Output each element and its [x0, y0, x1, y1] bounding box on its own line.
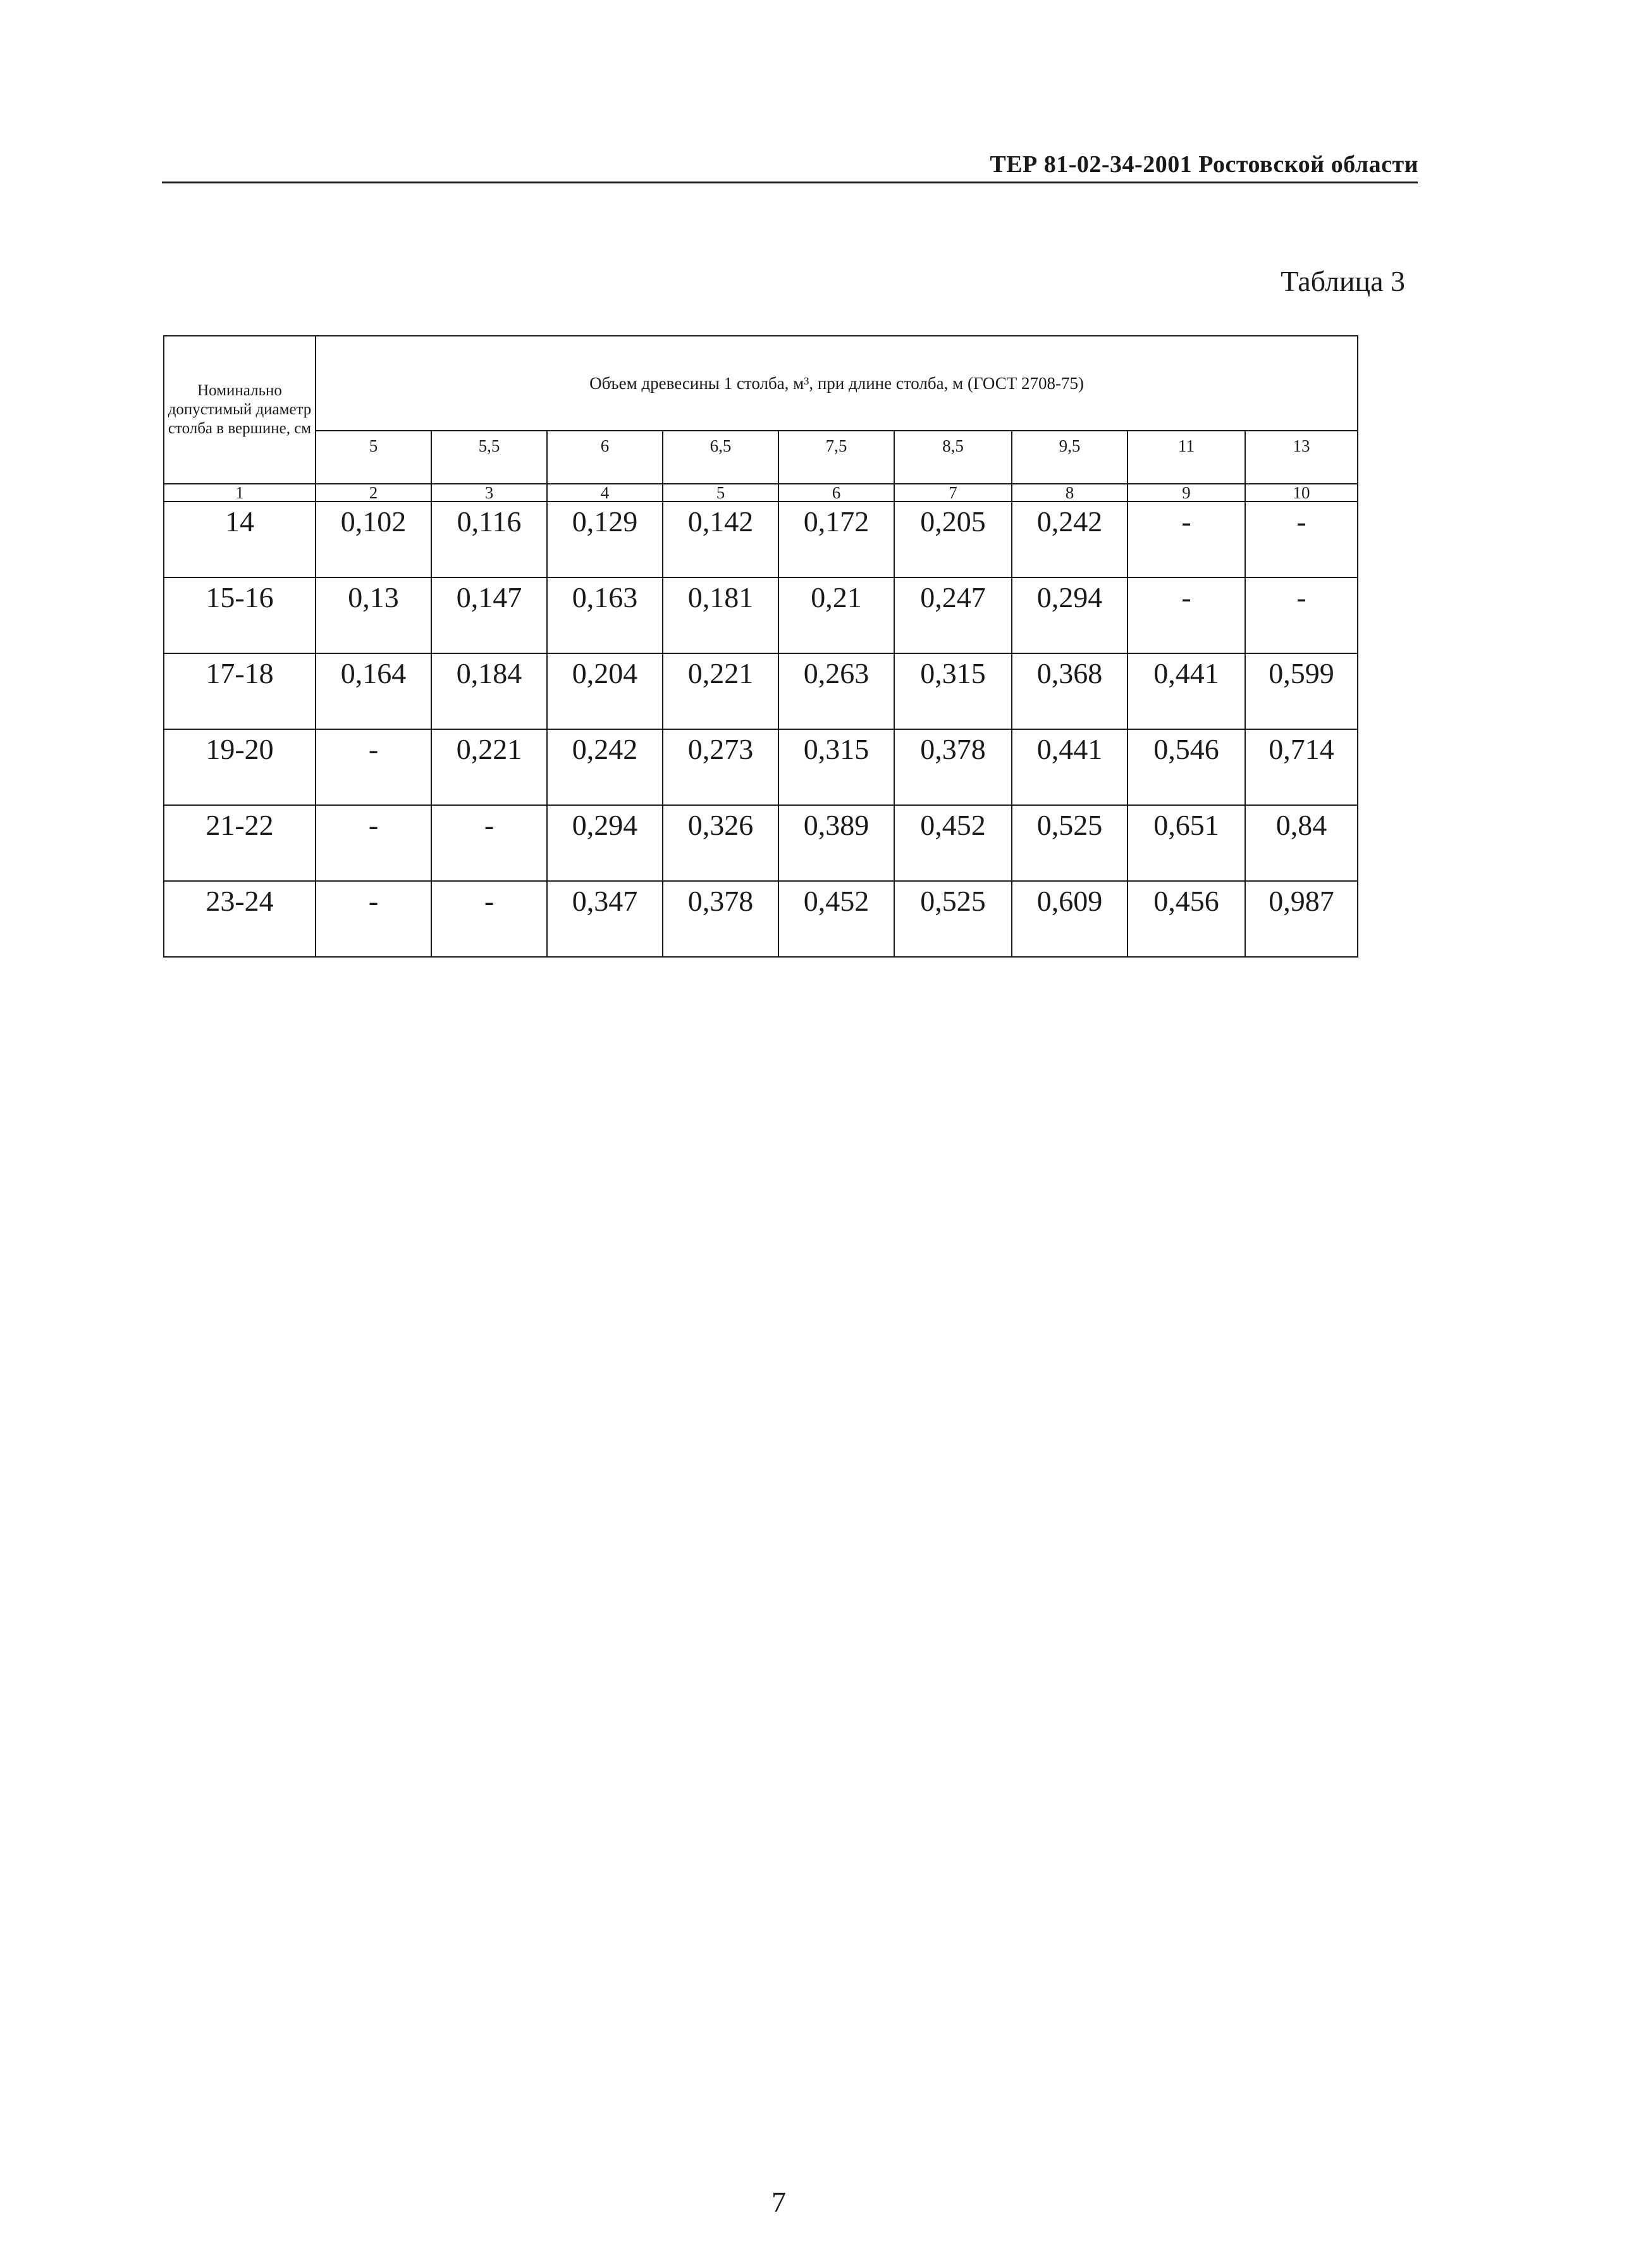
diameter-cell: 21-22: [164, 805, 316, 881]
volume-cell: 0,525: [894, 881, 1012, 957]
volume-cell: 0,102: [316, 502, 431, 577]
column-number-cell: 4: [547, 484, 663, 502]
table-body: [164, 502, 1358, 957]
volume-cell: 0,441: [1012, 729, 1128, 805]
column-number-cell: 8: [1012, 484, 1128, 502]
volume-cell: 0,221: [663, 653, 778, 729]
volume-cell: 0,389: [778, 805, 894, 881]
column-number-cell: 2: [316, 484, 431, 502]
volume-cell: 0,247: [894, 577, 1012, 653]
volume-cell: 0,242: [1012, 502, 1128, 577]
volume-cell: 0,452: [778, 881, 894, 957]
length-header-cell: 8,5: [894, 431, 1012, 484]
document-header-title: ТЕР 81-02-34-2001 Ростовской области: [990, 151, 1418, 178]
volume-cell: 0,651: [1128, 805, 1245, 881]
volume-cell: 0,163: [547, 577, 663, 653]
volume-cell: 0,456: [1128, 881, 1245, 957]
volume-cell: 0,326: [663, 805, 778, 881]
volume-cell: 0,184: [431, 653, 547, 729]
volume-cell: 0,599: [1245, 653, 1358, 729]
table-row: [164, 729, 1358, 805]
volume-cell: 0,205: [894, 502, 1012, 577]
length-header-row: [164, 431, 1358, 484]
volume-cell: 0,263: [778, 653, 894, 729]
volume-cell: 0,294: [547, 805, 663, 881]
table-caption: Таблица 3: [1281, 265, 1405, 297]
volume-cell: 0,546: [1128, 729, 1245, 805]
volume-cell: -: [1245, 502, 1358, 577]
length-header-cell: 6: [547, 431, 663, 484]
volume-cell: 0,315: [894, 653, 1012, 729]
volume-cell: 0,172: [778, 502, 894, 577]
diameter-cell: 14: [164, 502, 316, 577]
volume-cell: 0,294: [1012, 577, 1128, 653]
table-row: [164, 577, 1358, 653]
volume-cell: 0,378: [663, 881, 778, 957]
column-number-cell: 5: [663, 484, 778, 502]
volume-cell: 0,84: [1245, 805, 1358, 881]
diameter-cell: 17-18: [164, 653, 316, 729]
diameter-cell: 15-16: [164, 577, 316, 653]
volume-cell: 0,441: [1128, 653, 1245, 729]
volume-cell: 0,21: [778, 577, 894, 653]
length-header-cell: 5: [316, 431, 431, 484]
volume-cell: 0,609: [1012, 881, 1128, 957]
volume-cell: 0,129: [547, 502, 663, 577]
volume-cell: 0,181: [663, 577, 778, 653]
volume-cell: -: [1128, 502, 1245, 577]
column-number-cell: 10: [1245, 484, 1358, 502]
volume-cell: -: [431, 881, 547, 957]
volume-cell: -: [316, 881, 431, 957]
table-row: [164, 502, 1358, 577]
volume-cell: -: [316, 805, 431, 881]
volume-cell: 0,221: [431, 729, 547, 805]
length-header-cell: 5,5: [431, 431, 547, 484]
volume-group-header: Объем древесины 1 столба, м³, при длине столба, м (ГОСТ 2708-75): [316, 336, 1358, 431]
volume-cell: 0,273: [663, 729, 778, 805]
volume-cell: 0,368: [1012, 653, 1128, 729]
volume-cell: 0,987: [1245, 881, 1358, 957]
volume-cell: -: [431, 805, 547, 881]
volume-cell: -: [316, 729, 431, 805]
table-row: [164, 881, 1358, 957]
length-header-cell: 13: [1245, 431, 1358, 484]
volume-cell: -: [1245, 577, 1358, 653]
volume-cell: 0,242: [547, 729, 663, 805]
column-number-cell: 3: [431, 484, 547, 502]
volume-cell: 0,315: [778, 729, 894, 805]
volume-cell: 0,116: [431, 502, 547, 577]
page-number: 7: [771, 2186, 786, 2218]
header-rule: [162, 182, 1418, 183]
volume-cell: 0,204: [547, 653, 663, 729]
length-header-cell: 11: [1128, 431, 1245, 484]
column-number-cell: 7: [894, 484, 1012, 502]
length-header-cell: 9,5: [1012, 431, 1128, 484]
volume-cell: 0,452: [894, 805, 1012, 881]
column-number-cell: 6: [778, 484, 894, 502]
volume-cell: 0,378: [894, 729, 1012, 805]
volume-cell: 0,142: [663, 502, 778, 577]
column-number-cell: 9: [1128, 484, 1245, 502]
column-number-row: [164, 484, 1358, 502]
diameter-cell: 23-24: [164, 881, 316, 957]
table-row: [164, 653, 1358, 729]
length-header-cell: 6,5: [663, 431, 778, 484]
diameter-cell: 19-20: [164, 729, 316, 805]
diameter-column-header: Номинально допустимый диаметр столба в вершине, см: [164, 336, 316, 484]
volume-cell: 0,164: [316, 653, 431, 729]
timber-volume-table: [163, 335, 1358, 958]
column-number-cell: 1: [164, 484, 316, 502]
volume-cell: 0,347: [547, 881, 663, 957]
volume-cell: 0,525: [1012, 805, 1128, 881]
table-row: [164, 805, 1358, 881]
length-header-cell: 7,5: [778, 431, 894, 484]
volume-cell: 0,714: [1245, 729, 1358, 805]
volume-cell: -: [1128, 577, 1245, 653]
volume-cell: 0,147: [431, 577, 547, 653]
volume-cell: 0,13: [316, 577, 431, 653]
